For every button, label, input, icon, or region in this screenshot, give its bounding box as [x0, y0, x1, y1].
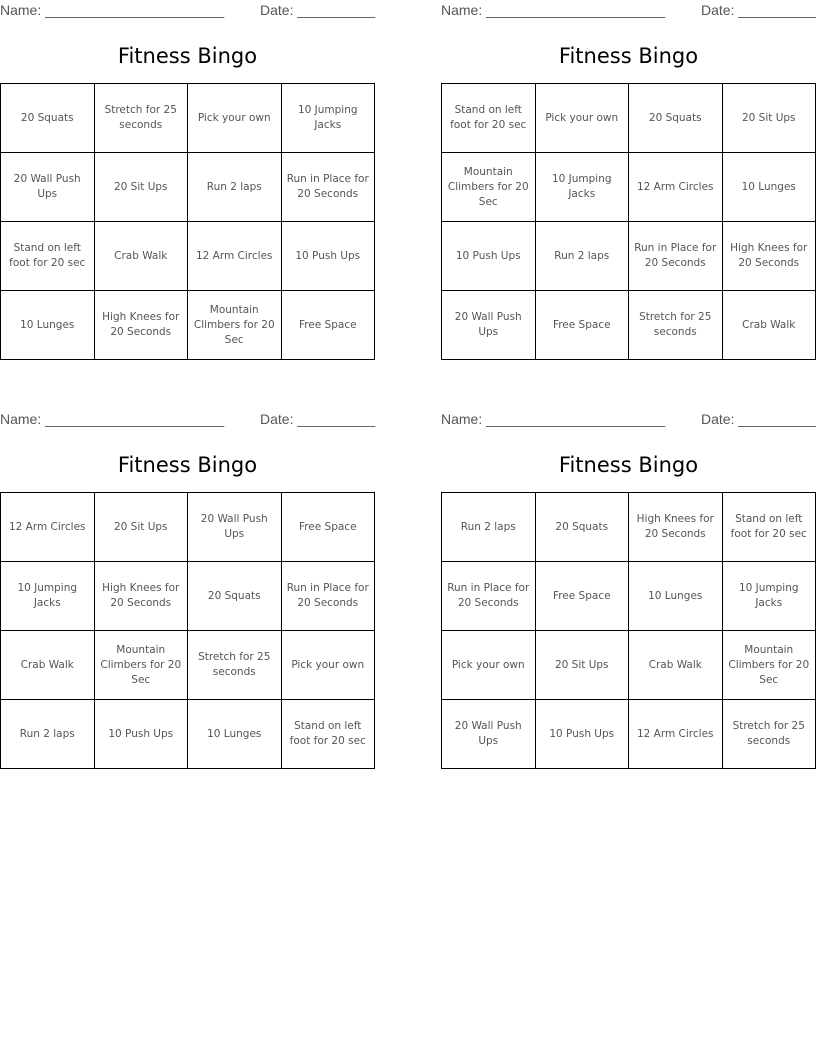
card-header — [441, 0, 816, 22]
bingo-cell: 12 Arm Circles — [629, 700, 723, 769]
name-field: Name: _______________________ — [441, 411, 666, 427]
bingo-cell: 10 Lunges — [1, 291, 95, 360]
bingo-cell: Pick your own — [281, 631, 375, 700]
bingo-cell: 20 Wall Push Ups — [442, 291, 536, 360]
name-field: Name: _______________________ — [0, 2, 225, 18]
bingo-cell: Run in Place for 20 Seconds — [281, 153, 375, 222]
bingo-grid — [0, 83, 375, 360]
date-field: Date: __________ — [260, 2, 376, 18]
bingo-cell: 12 Arm Circles — [188, 222, 282, 291]
bingo-grid — [441, 83, 816, 360]
card-title: Fitness Bingo — [558, 44, 699, 68]
bingo-cell: 10 Jumping Jacks — [535, 153, 629, 222]
bingo-cell: Run 2 laps — [442, 493, 536, 562]
grid-row — [442, 153, 816, 222]
bingo-cell: 20 Sit Ups — [535, 631, 629, 700]
bingo-cell: Pick your own — [188, 84, 282, 153]
bingo-cell: High Knees for 20 Seconds — [94, 562, 188, 631]
bingo-cell: Mountain Climbers for 20 Sec — [188, 291, 282, 360]
bingo-cell: 20 Squats — [188, 562, 282, 631]
card-header — [441, 409, 816, 431]
bingo-cell: Run 2 laps — [188, 153, 282, 222]
bingo-cell: Crab Walk — [94, 222, 188, 291]
bingo-cell: 10 Push Ups — [281, 222, 375, 291]
bingo-cell: 10 Jumping Jacks — [722, 562, 816, 631]
bingo-grid — [0, 492, 375, 769]
bingo-cell: Crab Walk — [1, 631, 95, 700]
bingo-cell: Stretch for 25 seconds — [629, 291, 723, 360]
grid-row — [442, 631, 816, 700]
bingo-cell: 10 Jumping Jacks — [1, 562, 95, 631]
grid-row — [442, 700, 816, 769]
bingo-cell: 10 Push Ups — [535, 700, 629, 769]
bingo-cell: 20 Wall Push Ups — [1, 153, 95, 222]
card-title: Fitness Bingo — [117, 453, 258, 477]
bingo-cell: Mountain Climbers for 20 Sec — [722, 631, 816, 700]
free-space-cell: Free Space — [281, 291, 375, 360]
card-header — [0, 0, 375, 22]
bingo-cell: High Knees for 20 Seconds — [722, 222, 816, 291]
bingo-card — [0, 409, 376, 747]
grid-row — [1, 84, 375, 153]
bingo-cell: Run 2 laps — [535, 222, 629, 291]
bingo-cell: 10 Push Ups — [94, 700, 188, 769]
bingo-cell: Stand on left foot for 20 sec — [1, 222, 95, 291]
bingo-cell: Run in Place for 20 Seconds — [442, 562, 536, 631]
grid-row — [442, 84, 816, 153]
bingo-cell: Run 2 laps — [1, 700, 95, 769]
bingo-cell: Stand on left foot for 20 sec — [442, 84, 536, 153]
grid-row — [1, 562, 375, 631]
bingo-cell: 20 Sit Ups — [94, 153, 188, 222]
bingo-cell: High Knees for 20 Seconds — [94, 291, 188, 360]
bingo-cell: Stand on left foot for 20 sec — [722, 493, 816, 562]
grid-row — [442, 562, 816, 631]
bingo-cell: Pick your own — [442, 631, 536, 700]
bingo-cell: Crab Walk — [629, 631, 723, 700]
card-header — [0, 409, 375, 431]
card-title: Fitness Bingo — [117, 44, 258, 68]
bingo-cell: 10 Jumping Jacks — [281, 84, 375, 153]
bingo-cell: 20 Wall Push Ups — [188, 493, 282, 562]
grid-row — [1, 291, 375, 360]
free-space-cell: Free Space — [535, 562, 629, 631]
bingo-cell: 20 Squats — [535, 493, 629, 562]
grid-row — [442, 493, 816, 562]
date-field: Date: __________ — [260, 411, 376, 427]
bingo-cell: Mountain Climbers for 20 Sec — [442, 153, 536, 222]
bingo-cell: Stretch for 25 seconds — [94, 84, 188, 153]
bingo-cell: 20 Sit Ups — [94, 493, 188, 562]
bingo-cell: 20 Wall Push Ups — [442, 700, 536, 769]
bingo-cell: Crab Walk — [722, 291, 816, 360]
bingo-cell: 20 Sit Ups — [722, 84, 816, 153]
bingo-cell: 10 Lunges — [722, 153, 816, 222]
grid-row — [442, 291, 816, 360]
name-field: Name: _______________________ — [0, 411, 225, 427]
bingo-cell: Run in Place for 20 Seconds — [281, 562, 375, 631]
bingo-card — [441, 0, 816, 338]
name-field: Name: _______________________ — [441, 2, 666, 18]
bingo-card — [0, 0, 376, 346]
grid-row — [1, 700, 375, 769]
bingo-cell: 20 Squats — [629, 84, 723, 153]
date-field: Date: __________ — [701, 2, 816, 18]
grid-row — [442, 222, 816, 291]
bingo-cell: Run in Place for 20 Seconds — [629, 222, 723, 291]
grid-row — [1, 631, 375, 700]
bingo-cell: Pick your own — [535, 84, 629, 153]
bingo-cell: 10 Lunges — [188, 700, 282, 769]
grid-row — [1, 493, 375, 562]
free-space-cell: Free Space — [281, 493, 375, 562]
free-space-cell: Free Space — [535, 291, 629, 360]
bingo-cell: 12 Arm Circles — [629, 153, 723, 222]
bingo-cell: 10 Lunges — [629, 562, 723, 631]
bingo-cell: Stretch for 25 seconds — [722, 700, 816, 769]
bingo-cell: 20 Squats — [1, 84, 95, 153]
grid-row — [1, 153, 375, 222]
bingo-cell: Mountain Climbers for 20 Sec — [94, 631, 188, 700]
bingo-grid — [441, 492, 816, 769]
card-title: Fitness Bingo — [558, 453, 699, 477]
bingo-cell: Stand on left foot for 20 sec — [281, 700, 375, 769]
bingo-cell: 10 Push Ups — [442, 222, 536, 291]
grid-row — [1, 222, 375, 291]
date-field: Date: __________ — [701, 411, 816, 427]
bingo-cell: 12 Arm Circles — [1, 493, 95, 562]
bingo-cell: Stretch for 25 seconds — [188, 631, 282, 700]
bingo-card — [441, 409, 816, 747]
bingo-cell: High Knees for 20 Seconds — [629, 493, 723, 562]
